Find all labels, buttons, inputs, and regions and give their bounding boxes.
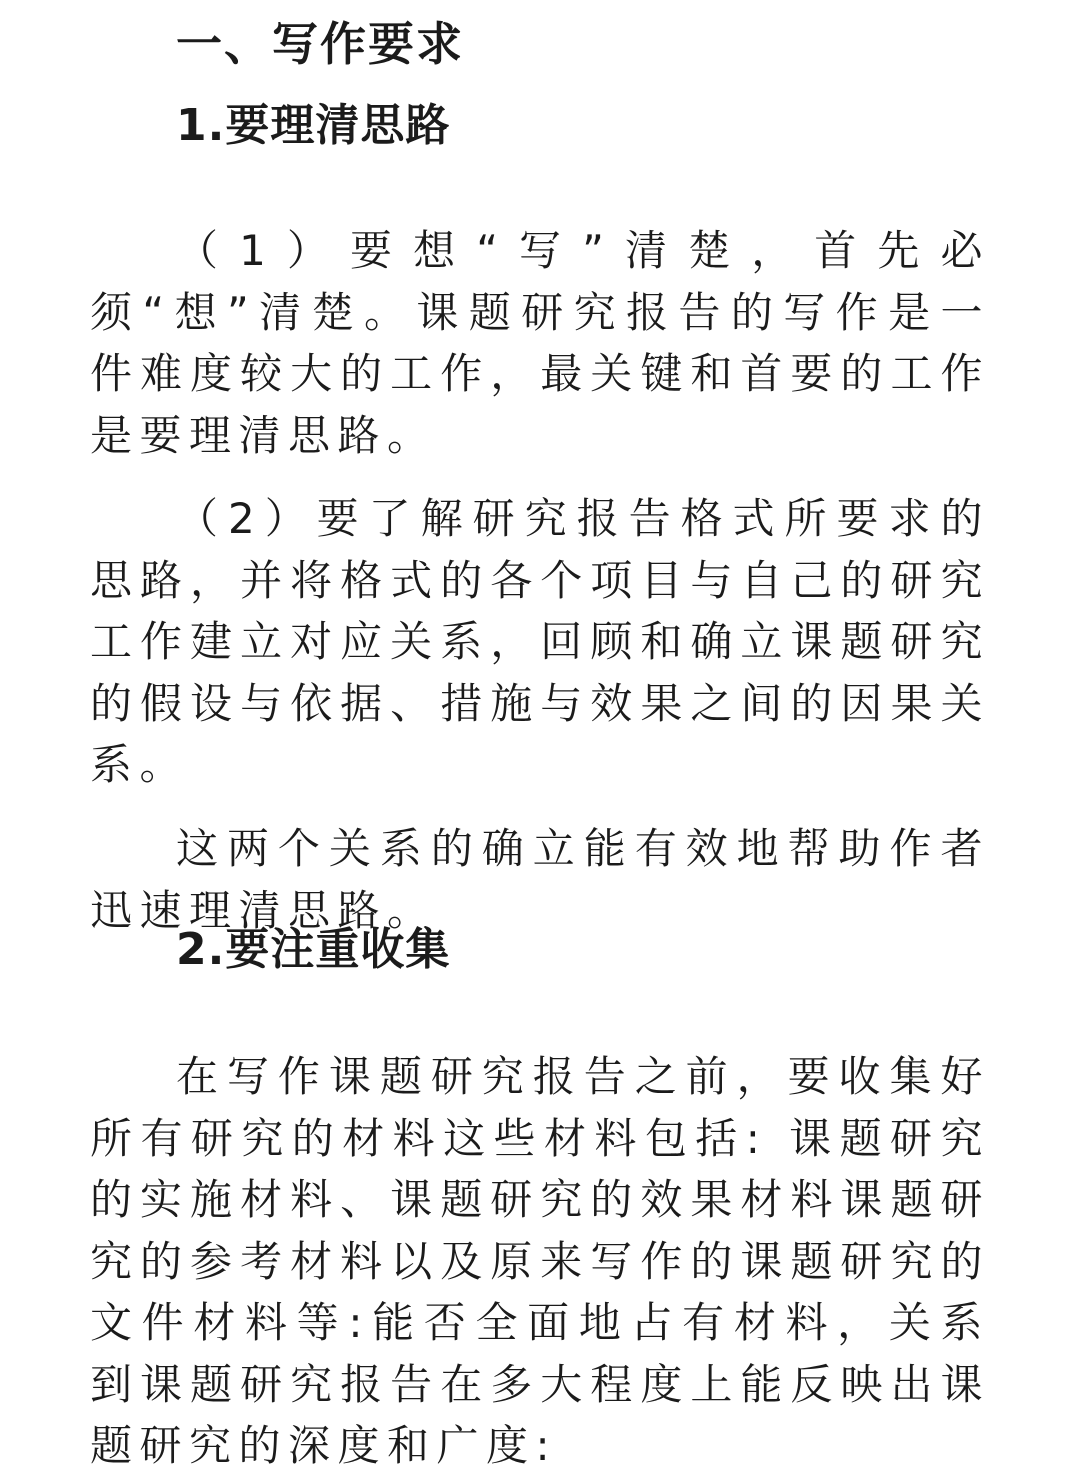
paragraph-4: 在写作课题研究报告之前，要收集好所有研究的材料这些材料包括: 课题研究的实施材料、课题研究的效果材料课题研究的参考材料以及原来写作的课题研究的文件材料等:能否全面地占有材料，关系到课题研究报告在多大程度上能反映出课题研究的深度和广度: xyxy=(90,1052,990,1470)
paragraph-3: 这两个关系的确立能有效地帮助作者迅速理清思路。 xyxy=(90,824,990,935)
section-heading-clarify-thinking: 1.要理清思路 xyxy=(176,100,451,151)
paragraph-2: （2）要了解研究报告格式所要求的思路，并将格式的各个项目与自己的研究工作建立对应关系，回顾和确立课题研究的假设与依据、措施与效果之间的因果关系。 xyxy=(90,494,990,789)
document-title: 一、写作要求 xyxy=(176,17,464,71)
section-heading-collect-materials: 2.要注重收集 xyxy=(176,924,451,975)
paragraph-1: （1）要想“写”清楚，首先必须“想”清楚。课题研究报告的写作是一件难度较大的工作，最关键和首要的工作是要理清思路。 xyxy=(90,226,990,460)
